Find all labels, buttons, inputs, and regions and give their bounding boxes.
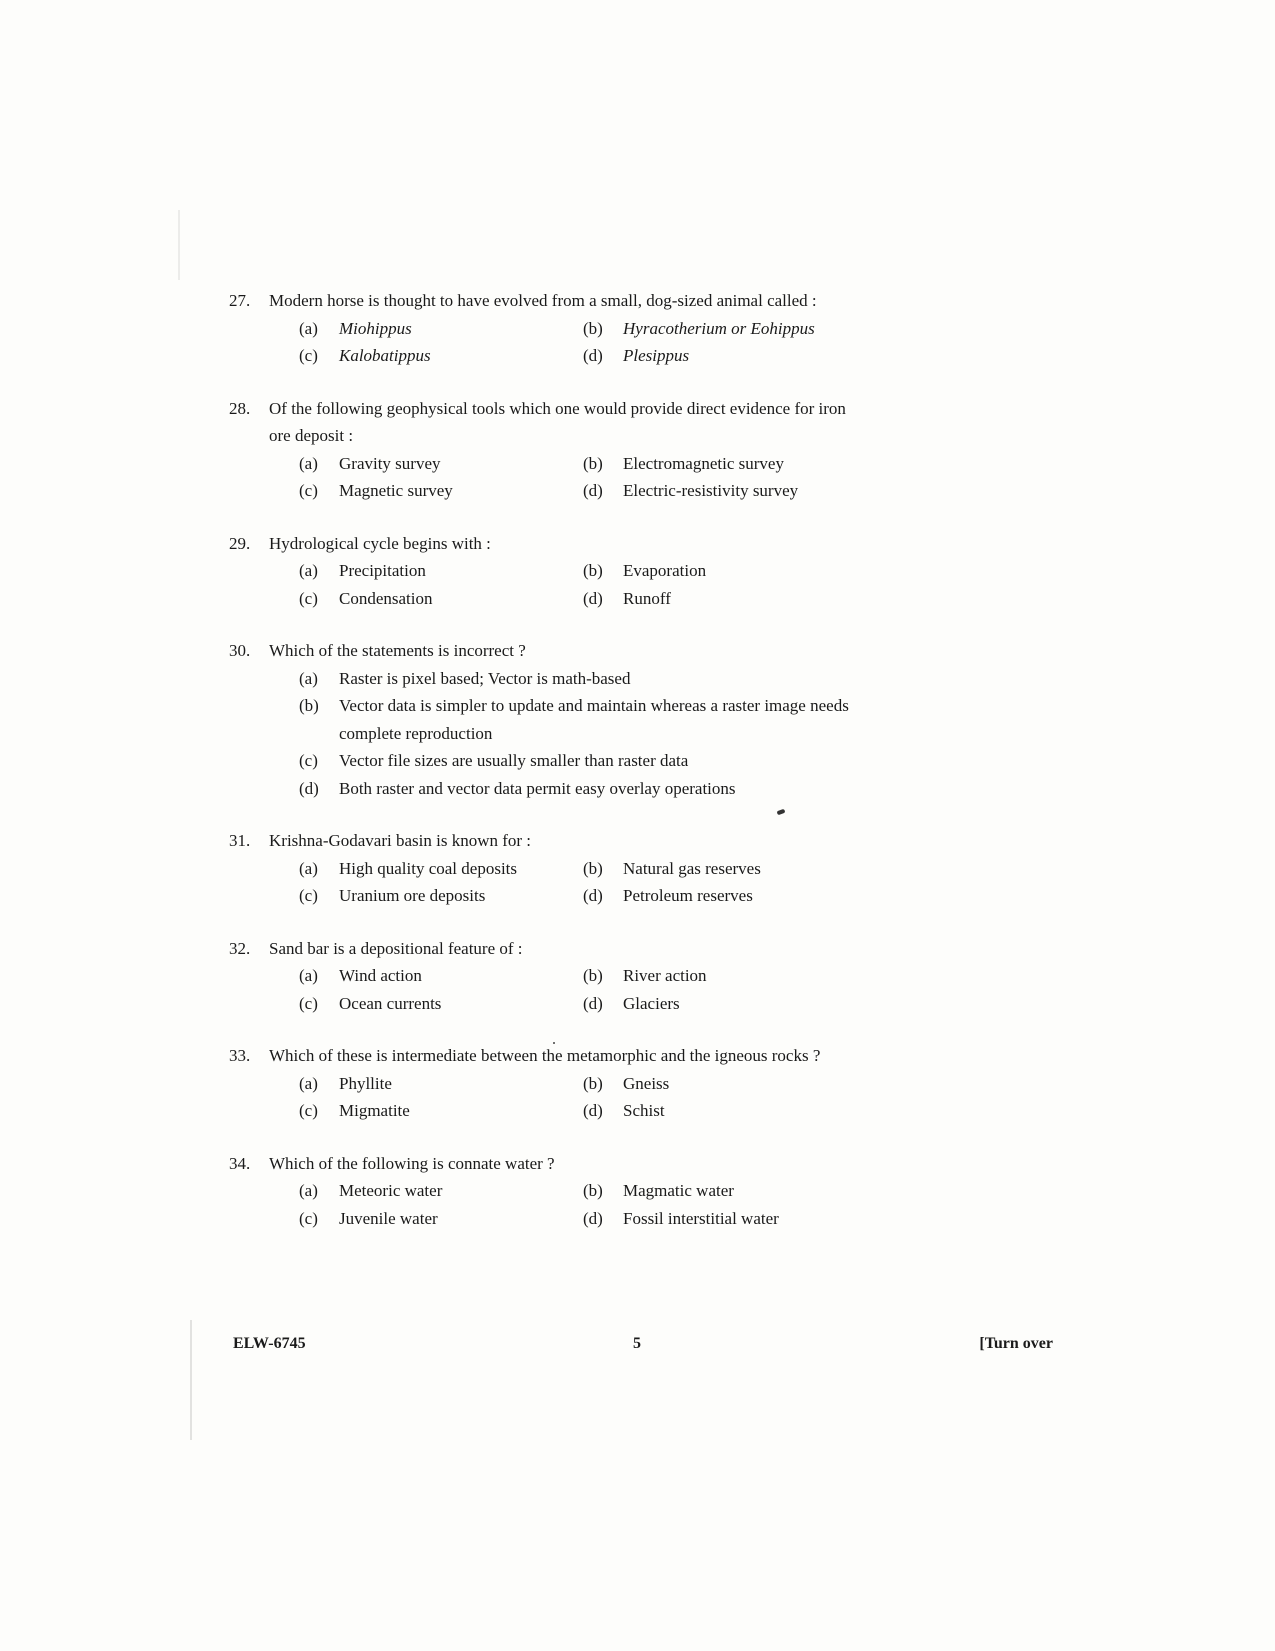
options bbox=[299, 1070, 869, 1125]
option-text: Electric-resistivity survey bbox=[623, 481, 799, 500]
option-text: Gneiss bbox=[623, 1073, 670, 1093]
question-30 bbox=[229, 637, 869, 802]
question-number: 31. bbox=[229, 831, 251, 850]
option-b bbox=[583, 855, 867, 883]
option-label: (a) bbox=[299, 318, 318, 338]
option-label: (a) bbox=[299, 453, 318, 473]
option-text: Plesippus bbox=[623, 346, 690, 365]
option-b bbox=[583, 962, 867, 990]
option-label: (a) bbox=[299, 1181, 318, 1200]
options bbox=[299, 450, 869, 505]
option-label: (b) bbox=[583, 858, 603, 878]
option-label: (b) bbox=[299, 696, 319, 715]
question-text: Hydrological cycle begins with : bbox=[269, 533, 491, 553]
option-text: Juvenile water bbox=[339, 1208, 438, 1228]
option-c bbox=[299, 990, 583, 1018]
option-c bbox=[299, 477, 583, 505]
option-text: Phyllite bbox=[339, 1073, 392, 1093]
question-number: 27. bbox=[229, 291, 251, 310]
option-text: Petroleum reserves bbox=[623, 886, 753, 905]
option-label: (a) bbox=[299, 966, 318, 985]
option-label: (a) bbox=[299, 1073, 318, 1093]
option-d bbox=[583, 990, 867, 1018]
option-text: Evaporation bbox=[623, 561, 707, 580]
option-label: (d) bbox=[583, 1208, 603, 1228]
turn-over-note: [Turn over bbox=[979, 1335, 1053, 1352]
scan-shadow bbox=[190, 1320, 192, 1440]
question-27 bbox=[229, 287, 869, 370]
option-d bbox=[583, 1097, 867, 1125]
option-d bbox=[583, 1205, 867, 1233]
option-text: Vector file sizes are usually smaller than raster data bbox=[339, 751, 689, 770]
option-text: Both raster and vector data permit easy overlay operations bbox=[339, 778, 736, 798]
option-label: (d) bbox=[583, 886, 603, 905]
option-d bbox=[583, 342, 867, 370]
option-label: (d) bbox=[299, 778, 319, 798]
option-label: (c) bbox=[299, 346, 318, 365]
option-label: (a) bbox=[299, 668, 318, 688]
option-label: (b) bbox=[583, 318, 603, 338]
option-c bbox=[299, 1097, 583, 1125]
option-text: Vector data is simpler to update and maintain whereas a raster image needs complete reproduction bbox=[339, 696, 849, 743]
question-31 bbox=[229, 827, 869, 910]
option-a bbox=[299, 315, 583, 343]
scan-dot bbox=[553, 1042, 555, 1044]
option-text: Ocean currents bbox=[339, 993, 442, 1013]
option-b bbox=[583, 557, 867, 585]
question-number: 29. bbox=[229, 533, 251, 553]
option-c bbox=[299, 342, 583, 370]
option-text: Migmatite bbox=[339, 1101, 410, 1120]
option-a bbox=[299, 557, 583, 585]
options bbox=[299, 855, 869, 910]
question-number: 28. bbox=[229, 398, 251, 418]
question-34 bbox=[229, 1150, 869, 1233]
options bbox=[299, 962, 869, 1017]
option-label: (d) bbox=[583, 993, 603, 1013]
option-text: River action bbox=[623, 966, 707, 985]
option-label: (c) bbox=[299, 886, 318, 905]
option-text: Magmatic water bbox=[623, 1181, 734, 1200]
option-text: Runoff bbox=[623, 588, 671, 608]
option-a bbox=[299, 1177, 583, 1205]
option-d bbox=[583, 477, 867, 505]
option-label: (d) bbox=[583, 346, 603, 365]
option-a bbox=[299, 665, 869, 693]
option-label: (c) bbox=[299, 993, 318, 1013]
page-number: 5 bbox=[633, 1335, 641, 1352]
option-b bbox=[299, 692, 869, 747]
option-label: (b) bbox=[583, 1073, 603, 1093]
option-text: Meteoric water bbox=[339, 1181, 443, 1200]
option-label: (a) bbox=[299, 561, 318, 580]
option-label: (b) bbox=[583, 966, 603, 985]
option-text: Condensation bbox=[339, 588, 433, 608]
option-text: Schist bbox=[623, 1101, 665, 1120]
option-label: (d) bbox=[583, 1101, 603, 1120]
option-d bbox=[299, 775, 869, 803]
question-28 bbox=[229, 395, 869, 505]
question-29 bbox=[229, 530, 869, 613]
option-text: Wind action bbox=[339, 966, 422, 985]
question-list bbox=[229, 287, 869, 1257]
option-text: Raster is pixel based; Vector is math-based bbox=[339, 668, 631, 688]
question-33 bbox=[229, 1042, 869, 1125]
question-number: 32. bbox=[229, 938, 251, 958]
option-a bbox=[299, 450, 583, 478]
option-text: Miohippus bbox=[339, 318, 412, 338]
options bbox=[299, 665, 869, 803]
option-text: Glaciers bbox=[623, 993, 680, 1013]
options bbox=[299, 557, 869, 612]
option-label: (c) bbox=[299, 588, 318, 608]
question-number: 30. bbox=[229, 641, 251, 660]
question-text: Modern horse is thought to have evolved from a small, dog-sized animal called : bbox=[269, 291, 817, 310]
option-text: Hyracotherium or Eohippus bbox=[623, 318, 815, 338]
option-label: (b) bbox=[583, 453, 603, 473]
question-text: Of the following geophysical tools which one would provide direct evidence for iron ore deposit : bbox=[269, 398, 846, 445]
option-label: (c) bbox=[299, 1101, 318, 1120]
option-label: (b) bbox=[583, 1181, 603, 1200]
option-text: Magnetic survey bbox=[339, 481, 453, 500]
option-label: (b) bbox=[583, 561, 603, 580]
option-text: Natural gas reserves bbox=[623, 858, 761, 878]
options bbox=[299, 315, 869, 370]
question-text: Which of the statements is incorrect ? bbox=[269, 641, 526, 660]
option-text: High quality coal deposits bbox=[339, 858, 518, 878]
option-b bbox=[583, 315, 867, 343]
option-a bbox=[299, 1070, 583, 1098]
option-b bbox=[583, 1177, 867, 1205]
option-text: Electromagnetic survey bbox=[623, 453, 784, 473]
option-b bbox=[583, 1070, 867, 1098]
option-a bbox=[299, 855, 583, 883]
question-text: Sand bar is a depositional feature of : bbox=[269, 938, 523, 958]
option-a bbox=[299, 962, 583, 990]
question-number: 34. bbox=[229, 1153, 251, 1173]
option-d bbox=[583, 585, 867, 613]
option-c bbox=[299, 1205, 583, 1233]
option-b bbox=[583, 450, 867, 478]
option-label: (d) bbox=[583, 481, 603, 500]
question-number: 33. bbox=[229, 1046, 251, 1065]
option-text: Fossil interstitial water bbox=[623, 1208, 779, 1228]
option-label: (d) bbox=[583, 588, 603, 608]
option-label: (c) bbox=[299, 481, 318, 500]
scan-shadow bbox=[178, 210, 180, 280]
option-d bbox=[583, 882, 867, 910]
question-text: Which of the following is connate water ? bbox=[269, 1153, 555, 1173]
option-c bbox=[299, 882, 583, 910]
option-text: Gravity survey bbox=[339, 453, 441, 473]
option-c bbox=[299, 747, 869, 775]
option-label: (c) bbox=[299, 751, 318, 770]
option-text: Kalobatippus bbox=[339, 346, 431, 365]
option-text: Uranium ore deposits bbox=[339, 886, 486, 905]
question-text: Which of these is intermediate between the metamorphic and the igneous rocks ? bbox=[269, 1046, 821, 1065]
options bbox=[299, 1177, 869, 1232]
paper-code: ELW-6745 bbox=[233, 1335, 306, 1352]
question-32 bbox=[229, 935, 869, 1018]
question-text: Krishna-Godavari basin is known for : bbox=[269, 831, 532, 850]
option-label: (a) bbox=[299, 858, 318, 878]
option-text: Precipitation bbox=[339, 561, 426, 580]
option-c bbox=[299, 585, 583, 613]
option-label: (c) bbox=[299, 1208, 318, 1228]
